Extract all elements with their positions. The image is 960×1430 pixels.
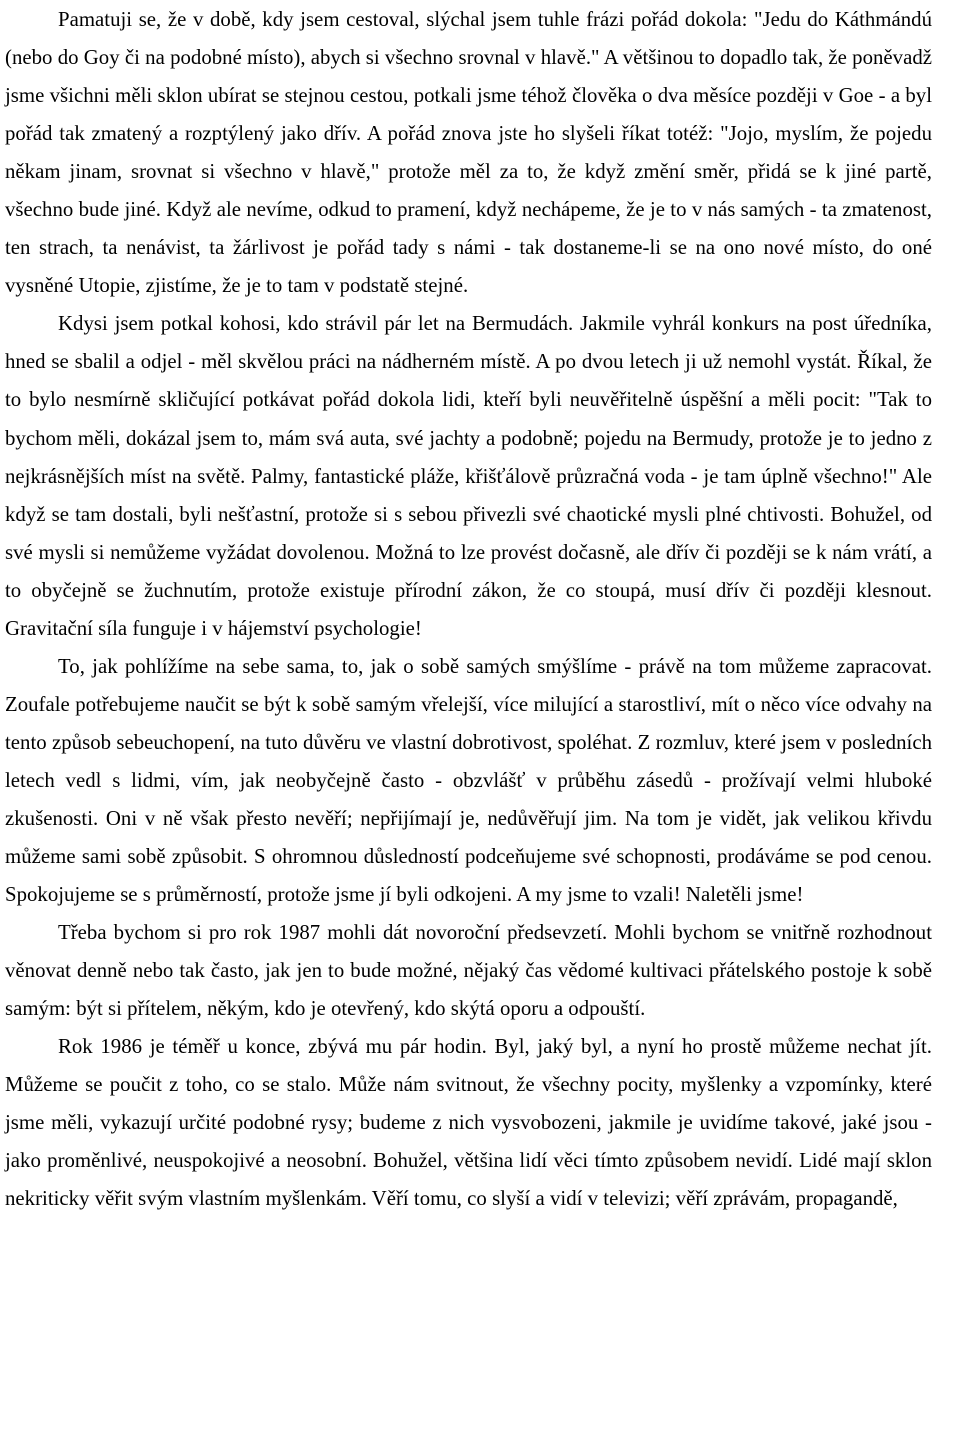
paragraph: Třeba bychom si pro rok 1987 mohli dát novoroční předsevzetí. Mohli bychom se vnitřně rozhodnout věnovat denně nebo tak často, jak jen to bude možné, nějaký čas vědomé kultivaci přátelského postoje k sobě samým: být si přítelem, někým, kdo je otevřený, kdo skýtá oporu a odpouští. xyxy=(5,921,932,1021)
paragraph: Rok 1986 je téměř u konce, zbývá mu pár hodin. Byl, jaký byl, a nyní ho prostě můžeme nechat jít. Můžeme se poučit z toho, co se stalo. Může nám svitnout, že všechny pocity, myšlenky a vzpomínky, které jsme měli, vykazují určité podobné rysy; budeme z nich vysvobozeni, jakmile je uvidíme takové, jaké jsou - jako proměnlivé, neuspokojivé a neosobní. Bohužel, většina lidí věci tímto způsobem nevidí. Lidé mají sklon nekriticky věřit svým vlastním myšlenkám. Věří tomu, co slyší a vidí v televizi; věří zprávám, propagandě, xyxy=(5,1035,932,1211)
paragraph: Pamatuji se, že v době, kdy jsem cestoval, slýchal jsem tuhle frázi pořád dokola: "Jedu do Káthmándú (nebo do Goy či na podobné místo), abych si všechno srovnal v hlavě." A většinou to dopadlo tak, že poněvadž jsme všichni měli sklon ubírat se stejnou cestou, potkali jsme téhož člověka o dva měsíce později v Goe - a byl pořád tak zmatený a rozptýlený jako dřív. A pořád znova jste ho slyšeli říkat totéž: "Jojo, myslím, že pojedu někam jinam, srovnat si všechno v hlavě," protože měl za to, že když změní směr, přidá se k jiné partě, všechno bude jiné. Když ale nevíme, odkud to pramení, když nechápeme, že je to v nás samých - ta zmatenost, ten strach, ta nenávist, ta žárlivost je pořád tady s námi - tak dostaneme-li se na ono nové místo, do oné vysněné Utopie, zjistíme, že je to tam v podstatě stejné. xyxy=(5,8,932,298)
paragraph: Kdysi jsem potkal kohosi, kdo strávil pár let na Bermudách. Jakmile vyhrál konkurs na post úředníka, hned se sbalil a odjel - měl skvělou práci na nádherném místě. A po dvou letech ji už nemohl vystát. Říkal, že to bylo nesmírně skličující potkávat pořád dokola lidi, kteří byli neuvěřitelně úspěšní a měli pocit: "Tak to bychom měli, dokázal jsem to, mám svá auta, své jachty a podobně; pojedu na Bermudy, protože je to jedno z nejkrásnějších míst na světě. Palmy, fantastické pláže, křišťálově průzračná voda - je tam úplně všechno!" Ale když se tam dostali, byli nešťastní, protože si s sebou přivezli své chaotické mysli plné chtivosti. Bohužel, od své mysli si nemůžeme vyžádat dovolenou. Možná to lze provést dočasně, ale dřív či později se k nám vrátí, a to obyčejně se žuchnutím, protože existuje přírodní zákon, že co stoupá, musí dřív či později klesnout. Gravitační síla funguje i v hájemství psychologie! xyxy=(5,312,932,640)
document-body xyxy=(5,1,932,1219)
paragraph: To, jak pohlížíme na sebe sama, to, jak o sobě samých smýšlíme - právě na tom můžeme zapracovat. Zoufale potřebujeme naučit se být k sobě samým vřelejší, více milující a starostliví, mít o něco více odvahy na tento způsob sebeuchopení, na tuto důvěru ve vlastní dobrotivost, spoléhat. Z rozmluv, které jsem v posledních letech vedl s lidmi, vím, jak neobyčejně často - obzvlášť v průběhu zásedů - prožívají velmi hluboké zkušenosti. Oni v ně však přesto nevěří; nepřijímají je, nedůvěřují jim. Na tom je vidět, jak velikou křivdu můžeme sami sobě způsobit. S ohromnou důsledností podceňujeme své schopnosti, prodáváme se pod cenou. Spokojujeme se s průměrností, protože jsme jí byli odkojeni. A my jsme to vzali! Naletěli jsme! xyxy=(5,654,932,907)
